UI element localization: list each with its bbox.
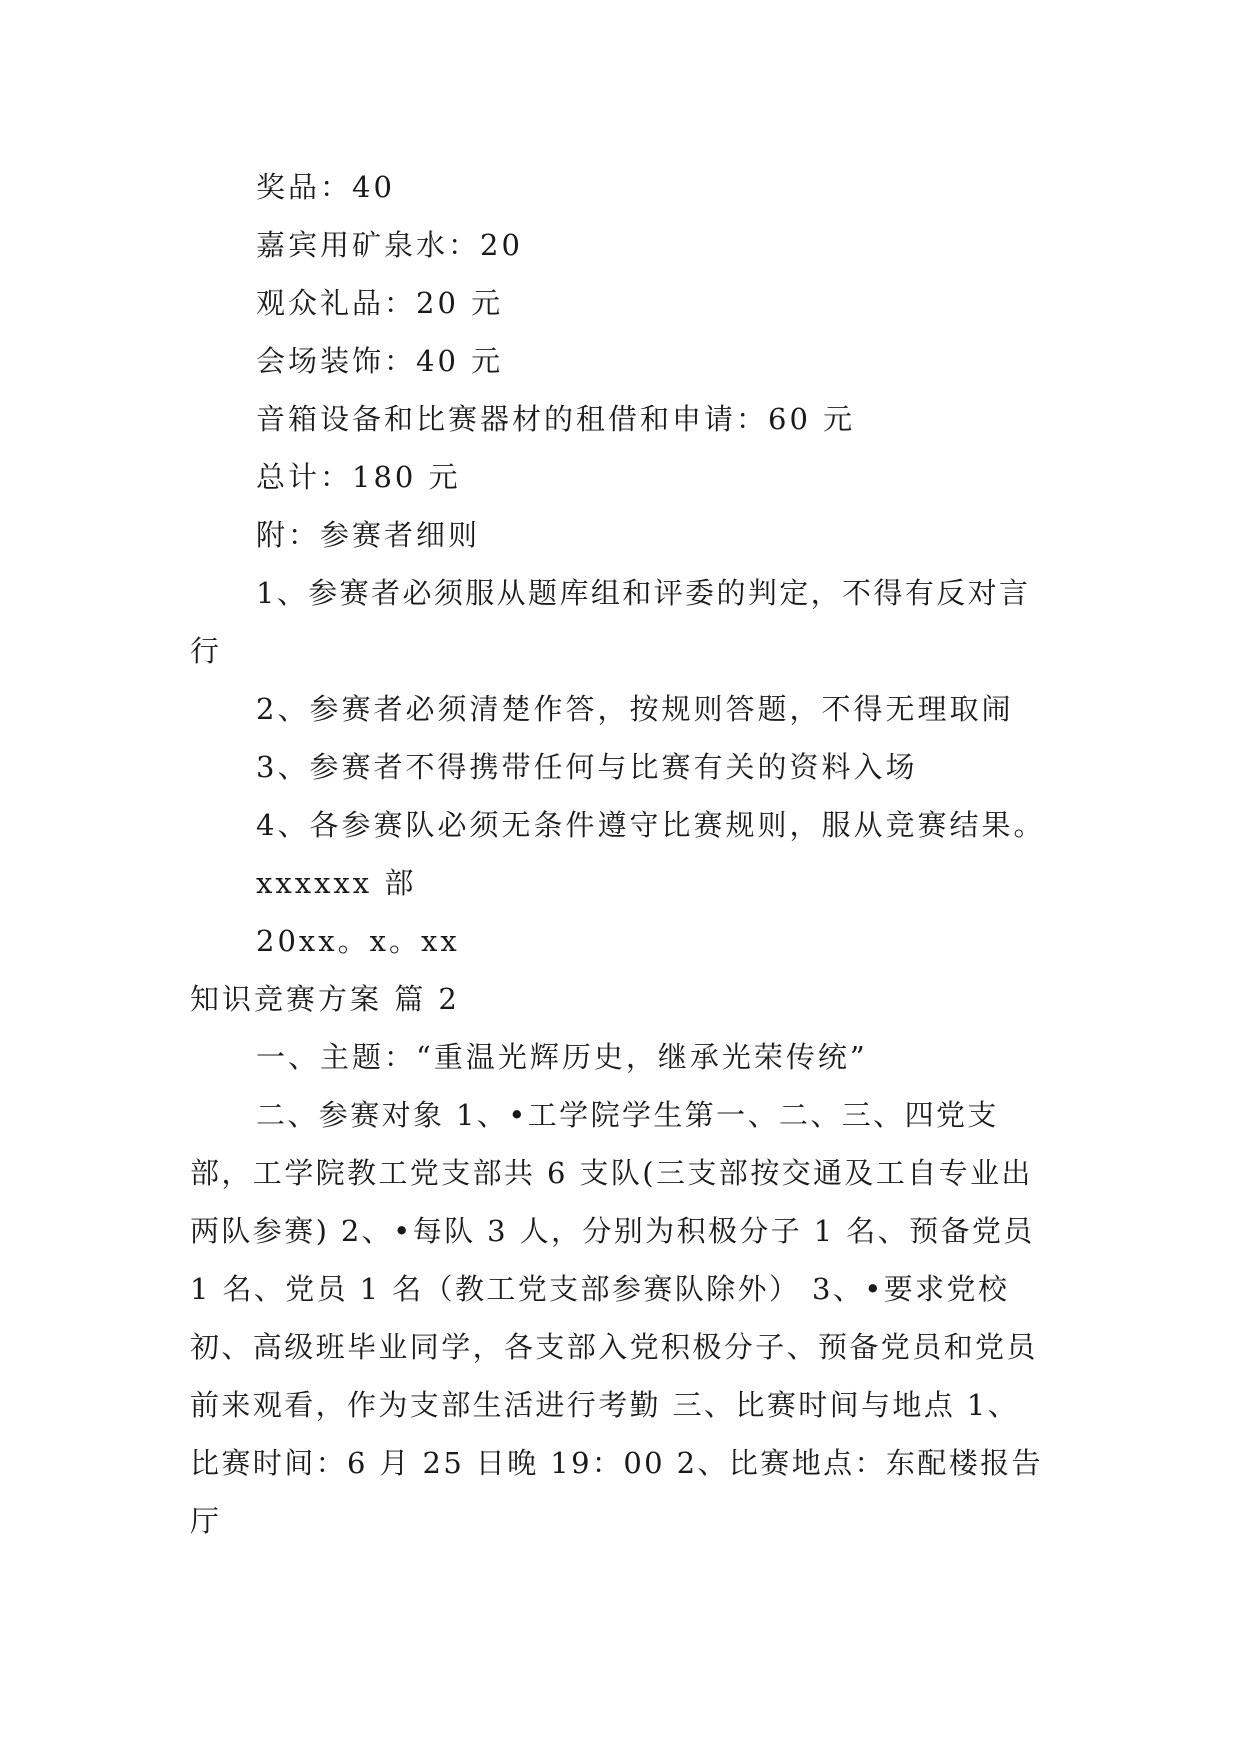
section-theme: 一、主题：“重温光辉历史，继承光荣传统” xyxy=(256,1040,868,1074)
budget-audience-gifts: 观众礼品：20 元 xyxy=(256,286,504,320)
rule-item-1: 1、参赛者必须服从题库组和评委的判定，不得有反对言行 xyxy=(190,576,1031,668)
budget-decoration: 会场装饰：40 元 xyxy=(256,344,504,378)
document-content xyxy=(190,158,1050,1550)
section-body: 二、参赛对象 1、•工学院学生第一、二、三、四党支部，工学院教工党支部共 6 支队(三支部按交通及工自专业出两队参赛) 2、•每队 3 人，分别为积极分子 1 名、预备党员 1 名、党员 1 名（教工党支部参赛队除外） 3、•要求党校初、高级班毕业同学，各支部入党积极分子、预备党员和党员前来观看，作为支部生活进行考勤 三、比赛时间与地点 1、比赛时间：6 月 25 日晚 19：00 2、比赛地点：东配楼报告厅 xyxy=(190,1098,1043,1538)
budget-prizes: 奖品：40 xyxy=(256,170,395,204)
rule-item-4: 4、各参赛队必须无条件遵守比赛规则，服从竞赛结果。 xyxy=(256,808,1046,842)
signature-date: 20xx。x。xx xyxy=(256,924,460,958)
signature-department: xxxxxx 部 xyxy=(256,866,417,900)
budget-total: 总计：180 元 xyxy=(256,460,461,494)
appendix-title: 附：参赛者细则 xyxy=(256,518,481,552)
budget-water: 嘉宾用矿泉水：20 xyxy=(256,228,523,262)
rule-item-2: 2、参赛者必须清楚作答，按规则答题，不得无理取闹 xyxy=(256,692,1014,726)
section-heading: 知识竞赛方案 篇 2 xyxy=(190,982,460,1016)
budget-equipment: 音箱设备和比赛器材的租借和申请：60 元 xyxy=(256,402,856,436)
rule-item-3: 3、参赛者不得携带任何与比赛有关的资料入场 xyxy=(256,750,918,784)
